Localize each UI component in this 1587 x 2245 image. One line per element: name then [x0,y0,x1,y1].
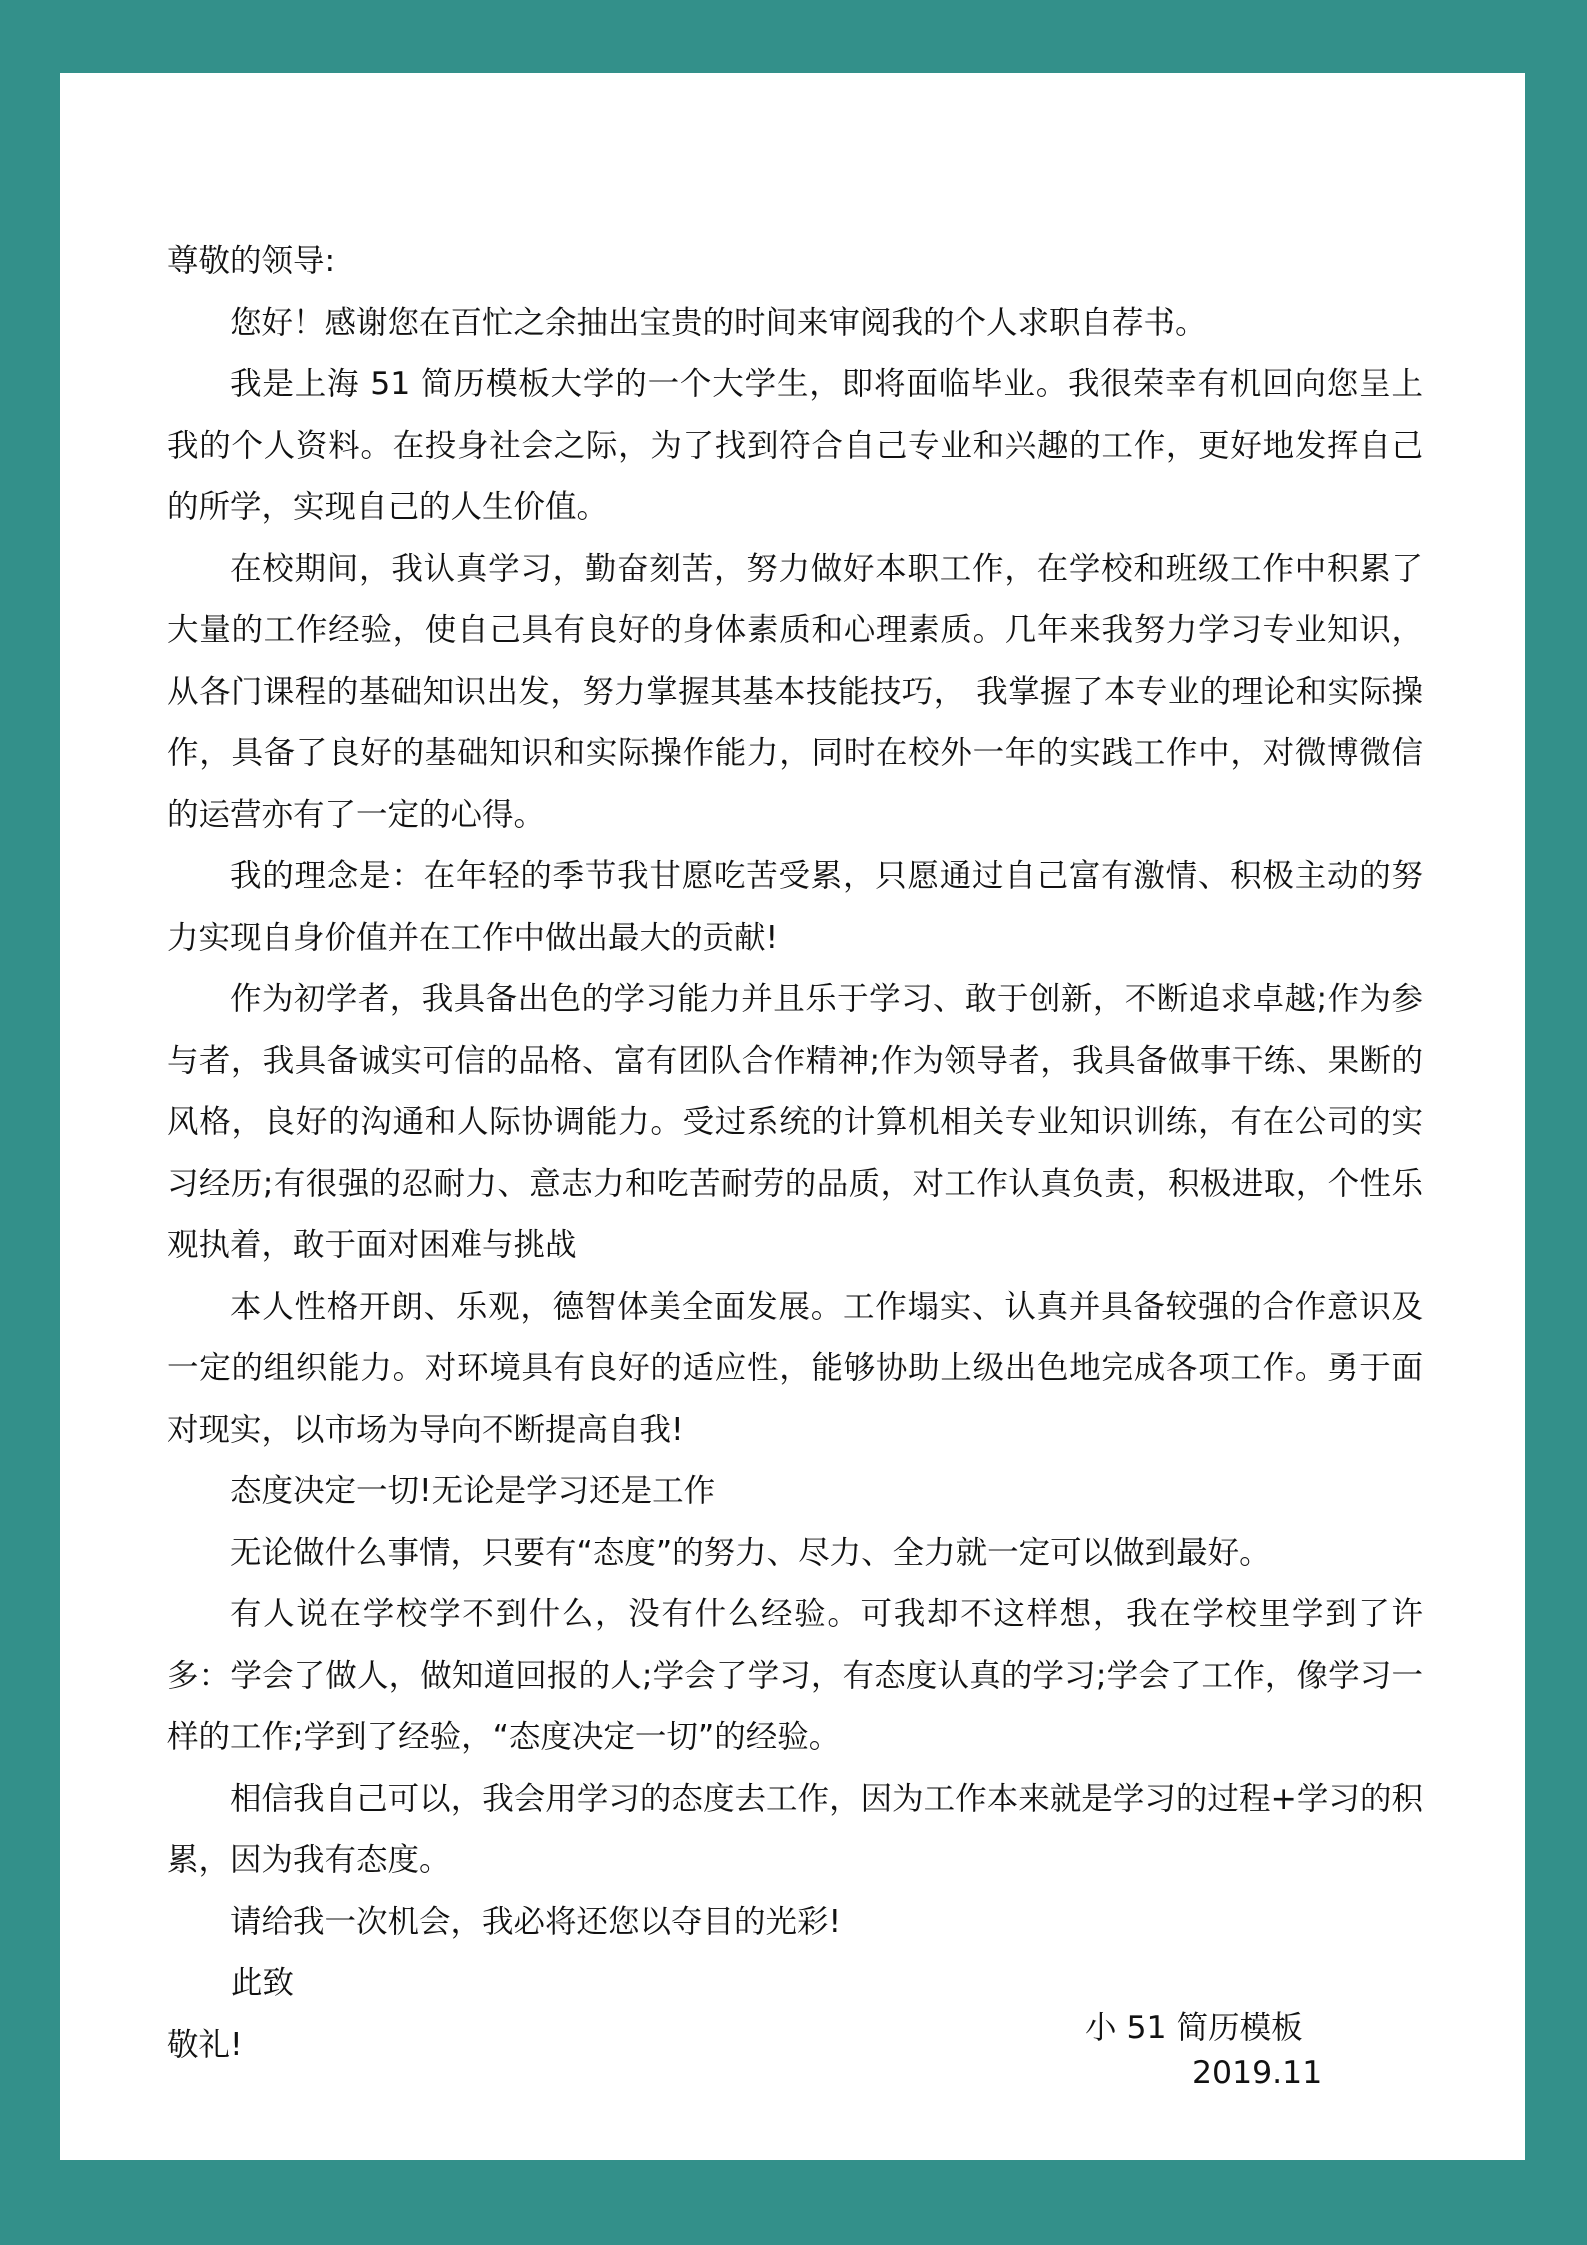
letter-sheet [60,73,1525,2160]
signature: 小 51 简历模板 [1085,2010,1303,2046]
paragraph-greeting: 您好！感谢您在百忙之余抽出宝贵的时间来审阅我的个人求职自荐书。 [230,304,1207,341]
paragraph-introduction: 我是上海 51 简历模板大学的一个大学生，即将面临毕业。我很荣幸有机回向您呈上我的个人资料。在投身社会之际，为了找到符合自己专业和兴趣的工作，更好地发挥自己的所学，实现自己的人生价值。 [167,366,1423,525]
closing-jing-li: 敬礼! [167,2026,243,2063]
paragraph-attitude: 态度决定一切!无论是学习还是工作 [230,1473,716,1509]
paragraph-learned: 有人说在学校学不到什么，没有什么经验。可我却不这样想，我在学校里学到了许多：学会了做人，做知道回报的人;学会了学习，有态度认真的学习;学会了工作，像学习一样的工作;学到了经验，“态度决定一切”的经验。 [167,1596,1423,1755]
paragraph-request: 请给我一次机会，我必将还您以夺目的光彩! [230,1903,842,1940]
paragraph-philosophy: 我的理念是：在年轻的季节我甘愿吃苦受累，只愿通过自己富有激情、积极主动的努力实现自身价值并在工作中做出最大的贡献! [167,858,1423,956]
date: 2019.11 [1192,2055,1323,2091]
paragraph-confidence: 相信我自己可以，我会用学习的态度去工作，因为工作本来就是学习的过程+学习的积累，因为我有态度。 [167,1780,1423,1878]
paragraph-abilities: 作为初学者，我具备出色的学习能力并且乐于学习、敢于创新，不断追求卓越;作为参与者，我具备诚实可信的品格、富有团队合作精神;作为领导者，我具备做事干练、果断的风格，良好的沟通和人际协调能力。受过系统的计算机相关专业知识训练，有在公司的实习经历;有很强的忍耐力、意志力和吃苦耐劳的品质，对工作认真负责，积极进取，个性乐观执着，敢于面对困难与挑战 [167,981,1423,1263]
salutation: 尊敬的领导: [167,243,336,279]
letter-body [167,231,1423,2076]
paragraph-effort: 无论做什么事情，只要有“态度”的努力、尽力、全力就一定可以做到最好。 [230,1534,1271,1571]
paragraph-school-experience: 在校期间，我认真学习，勤奋刻苦，努力做好本职工作，在学校和班级工作中积累了大量的工作经验，使自己具有良好的身体素质和心理素质。几年来我努力学习专业知识，从各门课程的基础知识出发，努力掌握其基本技能技巧， 我掌握了本专业的理论和实际操作，具备了良好的基础知识和实际操作能力，同时在校外一年的实践工作中，对微博微信的运营亦有了一定的心得。 [167,550,1423,833]
closing-ci-zhi: 此致 [231,1965,295,2001]
paragraph-personality: 本人性格开朗、乐观，德智体美全面发展。工作塌实、认真并具备较强的合作意识及一定的组织能力。对环境具有良好的适应性，能够协助上级出色地完成各项工作。勇于面对现实，以市场为导向不断提高自我! [167,1288,1423,1448]
